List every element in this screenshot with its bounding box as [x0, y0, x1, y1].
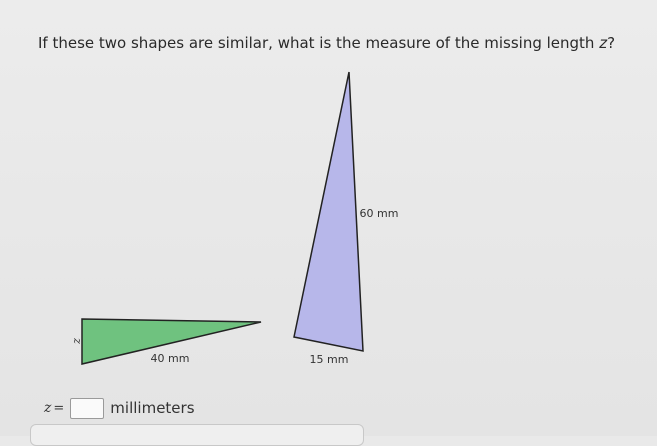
small-triangle-side-label: z	[71, 338, 84, 344]
large-triangle-side-label: 60 mm	[359, 207, 399, 220]
answer-input[interactable]	[70, 398, 104, 419]
question-text: If these two shapes are similar, what is the measure of the missing length	[38, 34, 600, 52]
large-triangle	[294, 72, 363, 351]
feedback-panel	[30, 424, 364, 446]
large-triangle-base-label: 15 mm	[309, 353, 349, 366]
question-variable: z	[599, 34, 608, 52]
small-triangle-base-label: 40 mm	[150, 352, 190, 365]
answer-row	[44, 396, 195, 420]
answer-variable: z	[44, 400, 52, 416]
answer-equals-sign: =	[53, 400, 65, 416]
question-end: ?	[607, 34, 616, 52]
answer-unit-label: millimeters	[110, 399, 195, 417]
